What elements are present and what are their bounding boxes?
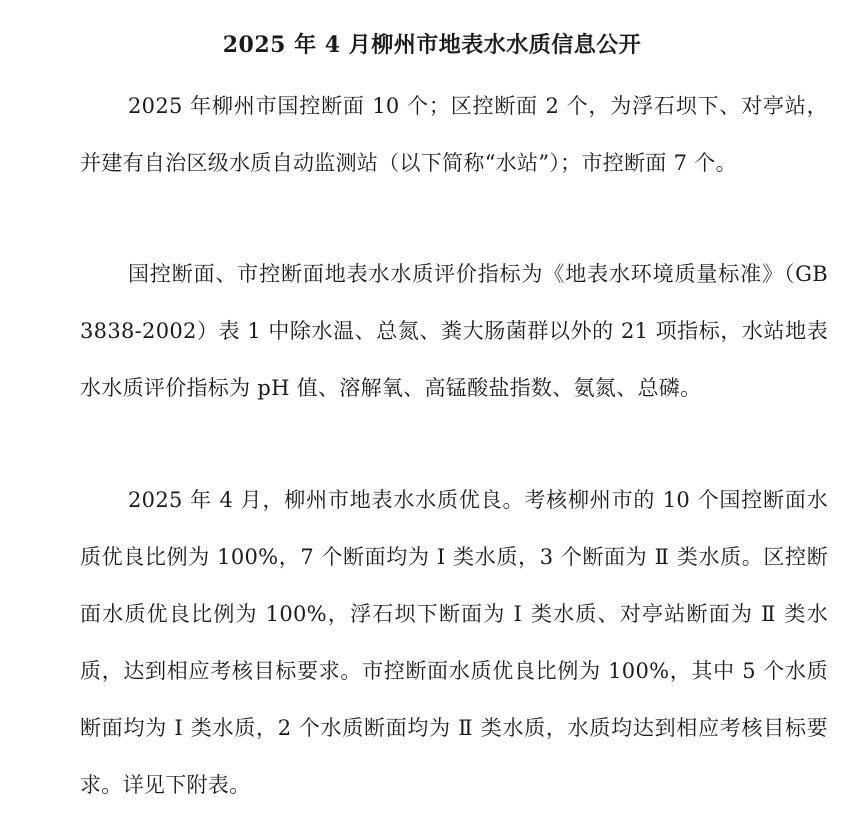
paragraph-evaluation-indicators: 国控断面、市控断面地表水水质评价指标为《地表水环境质量标准》（GB 3838-2002）表 1 中除水温、总氮、粪大肠菌群以外的 21 项指标，水站地表水水质评价指标为 pH 值、溶解氧、高锰酸盐指数、氨氮、总磷。 [80, 262, 828, 400]
paragraph-water-quality-results: 2025 年 4 月，柳州市地表水水质优良。考核柳州市的 10 个国控断面水质优良比例为 100%，7 个断面均为 Ⅰ 类水质，3 个断面为 Ⅱ 类水质。区控断面水质优良比例为 100%，浮石坝下断面为 Ⅰ 类水质、对亭站断面为 Ⅱ 类水质，达到相应考核目标要求。市控断面水质优良比例为 100%，其中 5 个水质断面均为 Ⅰ 类水质，2 个水质断面均为 Ⅱ 类水质，水质均达到相应考核目标要求。详见下附表。 [80, 488, 828, 797]
document-title: 2025 年 4 月柳州市地表水水质信息公开 [222, 32, 642, 58]
paragraph-monitoring-sections: 2025 年柳州市国控断面 10 个；区控断面 2 个，为浮石坝下、对亭站，并建有自治区级水质自动监测站（以下简称“水站”）；市控断面 7 个。 [80, 94, 828, 175]
